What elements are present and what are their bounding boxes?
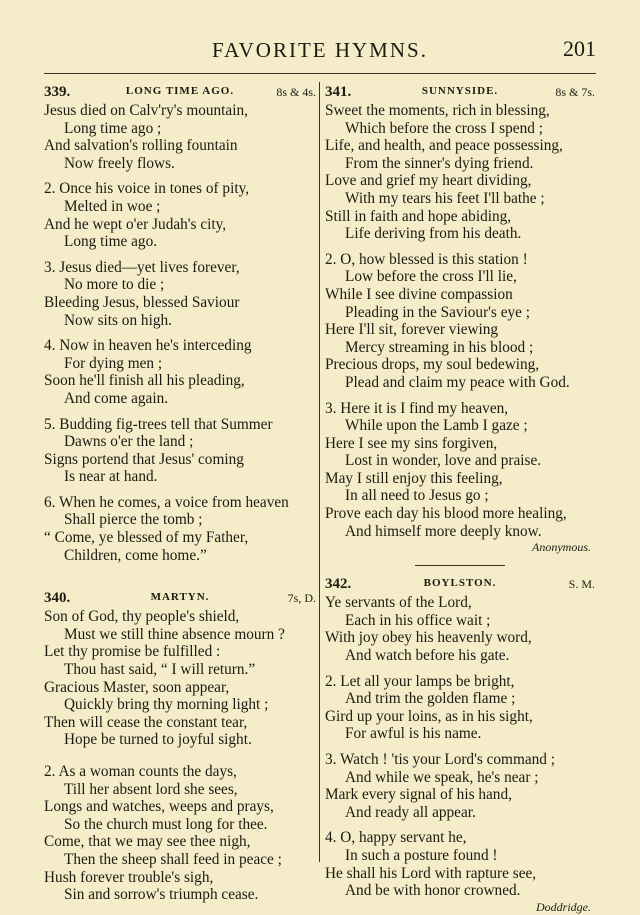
hymn-meter: 8s & 7s. [555,85,595,99]
hymn-attribution: Doddridge. [536,899,591,914]
hymn-attribution: Anonymous. [532,540,591,555]
verse [325,673,595,743]
verse-line: Son of God, thy people's shield, [44,608,240,626]
running-title: FAVORITE HYMNS. [212,38,428,62]
verse [44,494,316,564]
verse [325,102,595,243]
verse [44,763,316,904]
verse-line: Gracious Master, soon appear, [44,678,230,696]
verse-line: Then the sheep shall feed in peace ; [64,850,282,868]
verse-line: Let thy promise be fulfilled : [44,643,221,661]
verse-line: Shall pierce the tomb ; [64,511,203,529]
verse-line: Ye servants of the Lord, [325,594,472,612]
hymn-meter: S. M. [568,577,595,592]
verse-line: Hope be turned to joyful sight. [64,731,252,749]
verse-line: 3. Here it is I find my heaven, [325,399,509,417]
verse-line: 2. Once his voice in tones of pity, [44,180,250,198]
verse-line: And ready all appear. [345,803,476,821]
verse-line: So the church must long for thee. [64,815,268,833]
verse-line: In all need to Jesus go ; [345,487,489,505]
hymn-heading [325,84,595,102]
verse-line: No more to die ; [64,276,165,294]
verse-line: Mark every signal of his hand, [325,786,512,804]
verse [44,180,316,250]
hymn-number: 341. [325,84,352,100]
verse [44,608,316,749]
verse-line: Plead and claim my peace with God. [345,373,570,391]
verse-line: 5. Budding fig-trees tell that Summer [44,415,273,433]
verse-line: And trim the golden flame ; [345,690,516,708]
verse-line: Jesus died on Calv'ry's mountain, [44,102,248,119]
verse-line: Pleading in the Saviour's eye ; [345,303,531,321]
verse-line: Here I see my sins forgiven, [325,434,498,452]
verse-line: 6. When he comes, a voice from heaven [44,493,289,511]
verse-line: Life, and health, and peace possessing, [325,137,563,155]
verse-line: 2. O, how blessed is this station ! [325,250,528,268]
hymn-340 [44,590,316,904]
verse-line: And watch before his gate. [345,647,510,665]
verse-line: Gird up your loins, as in his sight, [325,707,533,725]
verse-line: Is near at hand. [64,468,158,486]
hymn-tune-name: SUNNYSIDE. [421,85,499,97]
right-column [325,84,595,915]
verse [44,102,316,172]
verse [325,751,595,821]
verse-line: Here I'll sit, forever viewing [325,321,499,339]
verse-line: Prove each day his blood more healing, [325,505,567,523]
hymn-tune-name: LONG TIME AGO. [125,85,235,97]
verse-line: Each in his office wait ; [345,611,491,629]
hymn-meter: 7s, D. [287,591,316,606]
verse [325,594,595,664]
verse-line: Dawns o'er the land ; [64,433,194,451]
verse-line: With my tears his feet I'll bathe ; [345,189,545,207]
verse-line: Now sits on high. [64,311,172,329]
verse-line: Still in faith and hope abiding, [325,207,512,225]
hymn-339 [44,84,316,564]
verse-line: For awful is his name. [345,725,482,743]
verse-line: 2. Let all your lamps be bright, [325,672,515,690]
verse-line: Then will cease the constant tear, [44,713,248,731]
hymn-heading [44,590,316,608]
hymn-number: 340. [44,590,71,607]
verse-line: Lost in wonder, love and praise. [345,452,542,470]
verse-line: Long time ago. [64,233,158,251]
verse-line: Thou hast said, “ I will return.” [64,661,256,679]
verse-line: 3. Watch ! 'tis your Lord's command ; [325,751,556,768]
verse-line: And while we speak, he's near ; [345,768,539,786]
verse-line: Precious drops, my soul bedewing, [325,356,540,374]
verse-line: Now freely flows. [64,154,175,172]
verse-line: With joy obey his heavenly word, [325,629,532,647]
verse-line: 4. O, happy servant he, [325,829,467,847]
header-rule [44,73,596,74]
verse-line: And salvation's rolling fountain [44,137,238,155]
verse-line: Long time ago ; [64,119,162,137]
verse-line: For dying men ; [64,354,163,372]
verse-line: Quickly bring thy morning light ; [64,696,269,714]
verse-line: Life deriving from his death. [345,225,522,243]
verse-line: Hush forever trouble's sigh, [44,868,214,886]
hymn-heading [325,576,595,594]
verse [44,337,316,407]
verse-line: Till her absent lord she sees, [64,780,238,798]
verse-line: Which before the cross I spend ; [345,119,543,137]
verse [44,416,316,486]
hymn-341 [325,84,595,555]
verse-line: From the sinner's dying friend. [345,154,534,172]
verse-line: Bleeding Jesus, blessed Saviour [44,293,240,311]
verse-line: While I see divine compassion [325,285,513,303]
hymn-number: 339. [44,84,71,100]
verse-line: Mercy streaming in his blood ; [345,338,534,356]
column-divider [319,82,320,862]
verse-line: Soon he'll finish all his pleading, [44,372,245,390]
verse-line: And he wept o'er Judah's city, [44,215,227,233]
verse-line: Love and grief my heart dividing, [325,172,532,190]
verse-line: And come again. [64,389,169,407]
verse-line: Melted in woe ; [64,197,161,215]
verse [44,259,316,329]
hymn-tune-name: MARTYN. [150,591,210,604]
verse [325,251,595,392]
hymn-meter: 8s & 4s. [276,85,316,99]
verse-line: And himself more deeply know. [345,522,542,540]
verse-line: While upon the Lamb I gaze ; [345,417,528,435]
verse-line: “ Come, ye blessed of my Father, [44,529,249,547]
left-column [44,84,316,904]
hymn-342 [325,576,595,915]
verse [325,829,595,899]
verse-line: Signs portend that Jesus' coming [44,450,244,468]
hymn-heading [44,84,316,102]
verse [325,400,595,541]
hymn-separator [415,565,505,566]
verse-line: Children, come home.” [64,546,207,564]
hymn-number: 342. [325,576,352,593]
page-header [0,38,640,68]
verse-line: Sweet the moments, rich in blessing, [325,102,550,119]
verse-line: 4. Now in heaven he's interceding [44,337,252,355]
verse-line: And be with honor crowned. [345,882,521,900]
page-number: 201 [563,36,596,61]
verse-line: Low before the cross I'll lie, [345,268,517,286]
hymn-tune-name: BOYLSTON. [423,577,497,590]
verse-line: In such a posture found ! [345,846,498,864]
verse-line: Sin and sorrow's triumph cease. [64,886,259,904]
verse-line: May I still enjoy this feeling, [325,469,503,487]
verse-line: 3. Jesus died—yet lives forever, [44,258,240,276]
verse-line: Come, that we may see thee nigh, [44,833,251,851]
verse-line: Must we still thine absence mourn ? [64,625,285,643]
verse-line: Longs and watches, weeps and prays, [44,798,274,816]
verse-line: He shall his Lord with rapture see, [325,864,537,882]
verse-line: 2. As a woman counts the days, [44,763,237,780]
